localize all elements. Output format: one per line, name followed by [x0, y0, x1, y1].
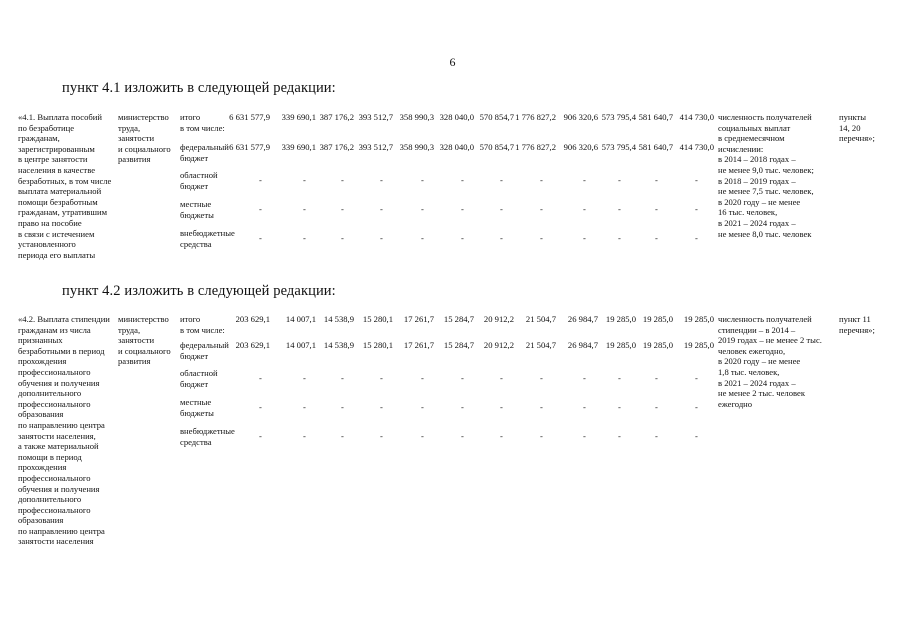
value-dash: -: [655, 431, 658, 441]
funding-source-label-line: внебюджетные: [180, 228, 235, 238]
funding-value: 20 912,2: [483, 340, 514, 350]
target-indicator: [718, 314, 836, 409]
funding-source-label-line: областной: [180, 368, 218, 378]
executor-line: труда,: [118, 324, 141, 335]
value-dash: -: [421, 373, 424, 383]
target-indicator-line: в 2014 – 2018 годах –: [718, 154, 796, 165]
measure-name-line: профессионального: [18, 472, 91, 483]
funding-value: 19 285,0: [642, 314, 673, 324]
value-dash: -: [583, 373, 586, 383]
funding-source-label-line: бюджет: [180, 152, 209, 163]
measure-name-line: гражданам,: [18, 133, 60, 144]
funding-source-label-line: бюджет: [180, 378, 209, 389]
section-heading: пункт 4.2 изложить в следующей редакции:: [62, 283, 336, 299]
funding-value: 19 285,0: [683, 340, 714, 350]
target-indicator-line: не менее 7,5 тыс. человек,: [718, 186, 814, 197]
funding-source-label: [180, 228, 242, 249]
value-dash: -: [461, 204, 464, 214]
measure-name-line: дополнительного: [18, 494, 82, 505]
measure-name-line: по направлению центра: [18, 525, 105, 536]
measure-name-line: а также материальной: [18, 441, 99, 452]
target-indicator-line: человек ежегодно,: [718, 345, 786, 356]
executor-line: труда,: [118, 122, 141, 133]
executor-line: министерство: [118, 314, 169, 324]
executor-line: развития: [118, 154, 151, 165]
funding-value: 19 285,0: [642, 340, 673, 350]
funding-value: 15 284,7: [443, 340, 474, 350]
value-dash: -: [695, 431, 698, 441]
measure-name-line: по направлению центра: [18, 419, 105, 430]
funding-value: 21 504,7: [525, 314, 556, 324]
funding-source-label: [180, 397, 242, 418]
value-dash: -: [421, 402, 424, 412]
funding-source-label-line: итого: [180, 112, 201, 122]
measure-name-line: образования: [18, 409, 64, 420]
funding-value: 906 320,6: [563, 112, 598, 122]
funding-value: 328 040,0: [439, 142, 474, 152]
funding-value: 21 504,7: [525, 340, 556, 350]
funding-value: 17 261,7: [403, 340, 434, 350]
funding-value: 14 538,9: [323, 314, 354, 324]
value-dash: -: [540, 204, 543, 214]
executor-line: и социального: [118, 143, 171, 154]
funding-value: 414 730,0: [679, 112, 714, 122]
measure-name-line: занятости населения,: [18, 430, 96, 441]
value-dash: -: [655, 233, 658, 243]
measure-name-line: периода его выплаты: [18, 249, 96, 260]
value-dash: -: [380, 402, 383, 412]
funding-source-label-line: федеральный: [180, 340, 229, 350]
executor-line: министерство: [118, 112, 169, 122]
funding-value: 26 984,7: [567, 340, 598, 350]
list-reference: [839, 112, 899, 144]
list-reference: [839, 314, 899, 335]
funding-value: 203 629,1: [235, 314, 270, 324]
value-dash: -: [540, 373, 543, 383]
measure-name: [18, 112, 118, 260]
measure-name-line: безработных, в том числе: [18, 175, 112, 186]
measure-name-line: населения в качестве: [18, 164, 96, 175]
measure-name-line: право на пособие: [18, 217, 82, 228]
value-dash: -: [695, 175, 698, 185]
value-dash: -: [583, 175, 586, 185]
funding-source-label-line: местные: [180, 397, 212, 407]
list-reference-line: пункты: [839, 112, 867, 122]
funding-value: 570 854,7: [479, 142, 514, 152]
funding-value: 328 040,0: [439, 112, 474, 122]
value-dash: -: [380, 175, 383, 185]
value-dash: -: [380, 233, 383, 243]
funding-value: 414 730,0: [679, 142, 714, 152]
measure-name-line: прохождения: [18, 462, 67, 473]
value-dash: -: [583, 402, 586, 412]
target-indicator-line: не менее 8,0 тыс. человек: [718, 228, 812, 239]
target-indicator-line: в среднемесячном: [718, 133, 785, 144]
executor: [118, 314, 180, 367]
funding-value: 581 640,7: [638, 112, 673, 122]
value-dash: -: [341, 233, 344, 243]
value-dash: -: [303, 204, 306, 214]
target-indicator-line: 2019 годах – не менее 2 тыс.: [718, 335, 822, 346]
value-dash: -: [500, 233, 503, 243]
value-dash: -: [695, 402, 698, 412]
measure-name-line: помощи безработным: [18, 196, 98, 207]
funding-value: 1 776 827,2: [515, 142, 556, 152]
value-dash: -: [618, 431, 621, 441]
value-dash: -: [259, 175, 262, 185]
value-dash: -: [259, 233, 262, 243]
funding-value: 6 631 577,9: [229, 112, 270, 122]
funding-source-label-line: бюджеты: [180, 407, 214, 418]
funding-value: 393 512,7: [358, 142, 393, 152]
executor-line: занятости: [118, 335, 155, 346]
funding-source-label-line: бюджеты: [180, 209, 214, 220]
funding-value: 14 007,1: [285, 314, 316, 324]
value-dash: -: [303, 373, 306, 383]
target-indicator-line: в 2021 – 2024 годах –: [718, 377, 796, 388]
target-indicator-line: численность получателей: [718, 112, 812, 122]
value-dash: -: [259, 373, 262, 383]
executor-line: и социального: [118, 345, 171, 356]
value-dash: -: [618, 175, 621, 185]
funding-source-label: [180, 199, 242, 220]
value-dash: -: [500, 373, 503, 383]
value-dash: -: [303, 175, 306, 185]
target-indicator-line: в 2018 – 2019 годах –: [718, 175, 796, 186]
value-dash: -: [341, 431, 344, 441]
value-dash: -: [461, 233, 464, 243]
funding-value: 6 631 577,9: [229, 142, 270, 152]
measure-name-line: установленного: [18, 239, 76, 250]
funding-value: 203 629,1: [235, 340, 270, 350]
value-dash: -: [695, 204, 698, 214]
funding-value: 15 280,1: [362, 314, 393, 324]
value-dash: -: [380, 373, 383, 383]
funding-value: 19 285,0: [605, 314, 636, 324]
value-dash: -: [380, 431, 383, 441]
value-dash: -: [259, 402, 262, 412]
funding-value: 339 690,1: [281, 112, 316, 122]
value-dash: -: [421, 233, 424, 243]
list-reference-line: перечня»;: [839, 324, 875, 335]
value-dash: -: [461, 402, 464, 412]
value-dash: -: [259, 431, 262, 441]
value-dash: -: [655, 204, 658, 214]
funding-value: 20 912,2: [483, 314, 514, 324]
funding-value: 17 261,7: [403, 314, 434, 324]
value-dash: -: [540, 431, 543, 441]
target-indicator-line: не менее 2 тыс. человек: [718, 388, 805, 399]
value-dash: -: [655, 175, 658, 185]
funding-value: 358 990,3: [399, 112, 434, 122]
funding-source-label-line: федеральный: [180, 142, 229, 152]
list-reference-line: пункт 11: [839, 314, 871, 324]
funding-source-label-line: итого: [180, 314, 201, 324]
measure-name-line: гражданам, утратившим: [18, 207, 108, 218]
value-dash: -: [500, 431, 503, 441]
section-heading: пункт 4.1 изложить в следующей редакции:: [62, 80, 336, 96]
target-indicator-line: численность получателей: [718, 314, 812, 324]
funding-source-label: [180, 368, 242, 389]
executor-line: занятости: [118, 133, 155, 144]
value-dash: -: [695, 373, 698, 383]
target-indicator-line: социальных выплат: [718, 122, 791, 133]
value-dash: -: [540, 402, 543, 412]
value-dash: -: [655, 402, 658, 412]
target-indicator-line: стипендии – в 2014 –: [718, 324, 796, 335]
funding-value: 570 854,7: [479, 112, 514, 122]
value-dash: -: [303, 402, 306, 412]
measure-name-line: образования: [18, 515, 64, 526]
funding-source-label-line: внебюджетные: [180, 426, 235, 436]
value-dash: -: [303, 233, 306, 243]
target-indicator-line: не менее 9,0 тыс. человек;: [718, 164, 814, 175]
measure-name-line: прохождения: [18, 356, 67, 367]
funding-value: 14 538,9: [323, 340, 354, 350]
funding-source-label-line: в том числе:: [180, 122, 225, 133]
funding-value: 14 007,1: [285, 340, 316, 350]
funding-source-label-line: средства: [180, 238, 212, 249]
funding-value: 387 176,2: [319, 142, 354, 152]
target-indicator-line: в 2020 году – не менее: [718, 356, 801, 367]
funding-source-label-line: бюджет: [180, 350, 209, 361]
value-dash: -: [695, 233, 698, 243]
target-indicator-line: 1,8 тыс. человек,: [718, 366, 780, 377]
target-indicator-line: исчислении:: [718, 143, 764, 154]
funding-source-label: [180, 170, 242, 191]
measure-name-line: обучения и получения: [18, 377, 100, 388]
funding-source-label-line: местные: [180, 199, 212, 209]
target-indicator: [718, 112, 836, 239]
measure-name-line: в связи с истечением: [18, 228, 95, 239]
value-dash: -: [540, 175, 543, 185]
target-indicator-line: 16 тыс. человек,: [718, 207, 778, 218]
measure-name-line: признанных: [18, 335, 63, 346]
funding-value: 26 984,7: [567, 314, 598, 324]
measure-name-line: дополнительного: [18, 388, 82, 399]
target-indicator-line: ежегодно: [718, 398, 753, 409]
value-dash: -: [341, 373, 344, 383]
measure-name-line: безработными в период: [18, 345, 105, 356]
measure-name-line: профессионального: [18, 398, 91, 409]
measure-name-line: «4.1. Выплата пособий: [18, 112, 102, 122]
funding-source-label-line: областной: [180, 170, 218, 180]
value-dash: -: [421, 175, 424, 185]
measure-name-line: помощи в период: [18, 451, 82, 462]
value-dash: -: [500, 402, 503, 412]
target-indicator-line: в 2020 году – не менее: [718, 196, 801, 207]
funding-source-label: [180, 340, 242, 361]
funding-source-label-line: средства: [180, 436, 212, 447]
measure-name-line: профессионального: [18, 366, 91, 377]
measure-name-line: «4.2. Выплата стипендии: [18, 314, 110, 324]
measure-name-line: в центре занятости: [18, 154, 88, 165]
funding-value: 339 690,1: [281, 142, 316, 152]
value-dash: -: [500, 204, 503, 214]
value-dash: -: [461, 175, 464, 185]
list-reference-line: 14, 20: [839, 122, 861, 133]
value-dash: -: [341, 402, 344, 412]
value-dash: -: [303, 431, 306, 441]
measure-name-line: гражданам из числа: [18, 324, 91, 335]
value-dash: -: [380, 204, 383, 214]
funding-value: 393 512,7: [358, 112, 393, 122]
funding-source-label-line: в том числе:: [180, 324, 225, 335]
list-reference-line: перечня»;: [839, 133, 875, 144]
funding-value: 15 280,1: [362, 340, 393, 350]
value-dash: -: [421, 431, 424, 441]
measure-name-line: занятости населения: [18, 536, 94, 547]
executor: [118, 112, 180, 165]
value-dash: -: [500, 175, 503, 185]
measure-name-line: зарегистрированным: [18, 143, 95, 154]
value-dash: -: [583, 431, 586, 441]
value-dash: -: [461, 373, 464, 383]
value-dash: -: [618, 402, 621, 412]
funding-value: 573 795,4: [601, 112, 636, 122]
value-dash: -: [341, 175, 344, 185]
measure-name: [18, 314, 118, 547]
funding-value: 358 990,3: [399, 142, 434, 152]
measure-name-line: обучения и получения: [18, 483, 100, 494]
funding-value: 19 285,0: [605, 340, 636, 350]
value-dash: -: [341, 204, 344, 214]
value-dash: -: [618, 373, 621, 383]
funding-value: 19 285,0: [683, 314, 714, 324]
funding-value: 906 320,6: [563, 142, 598, 152]
measure-name-line: выплата материальной: [18, 186, 102, 197]
measure-name-line: по безработице: [18, 122, 75, 133]
target-indicator-line: в 2021 – 2024 годах –: [718, 217, 796, 228]
funding-value: 15 284,7: [443, 314, 474, 324]
value-dash: -: [259, 204, 262, 214]
value-dash: -: [583, 233, 586, 243]
value-dash: -: [618, 204, 621, 214]
funding-value: 581 640,7: [638, 142, 673, 152]
funding-value: 573 795,4: [601, 142, 636, 152]
executor-line: развития: [118, 356, 151, 367]
measure-name-line: профессионального: [18, 504, 91, 515]
value-dash: -: [618, 233, 621, 243]
funding-value: 387 176,2: [319, 112, 354, 122]
funding-source-label: [180, 314, 242, 335]
value-dash: -: [421, 204, 424, 214]
value-dash: -: [461, 431, 464, 441]
funding-source-label-line: бюджет: [180, 180, 209, 191]
value-dash: -: [540, 233, 543, 243]
funding-source-label: [180, 426, 242, 447]
value-dash: -: [655, 373, 658, 383]
page-number: 6: [449, 55, 456, 69]
value-dash: -: [583, 204, 586, 214]
funding-value: 1 776 827,2: [515, 112, 556, 122]
